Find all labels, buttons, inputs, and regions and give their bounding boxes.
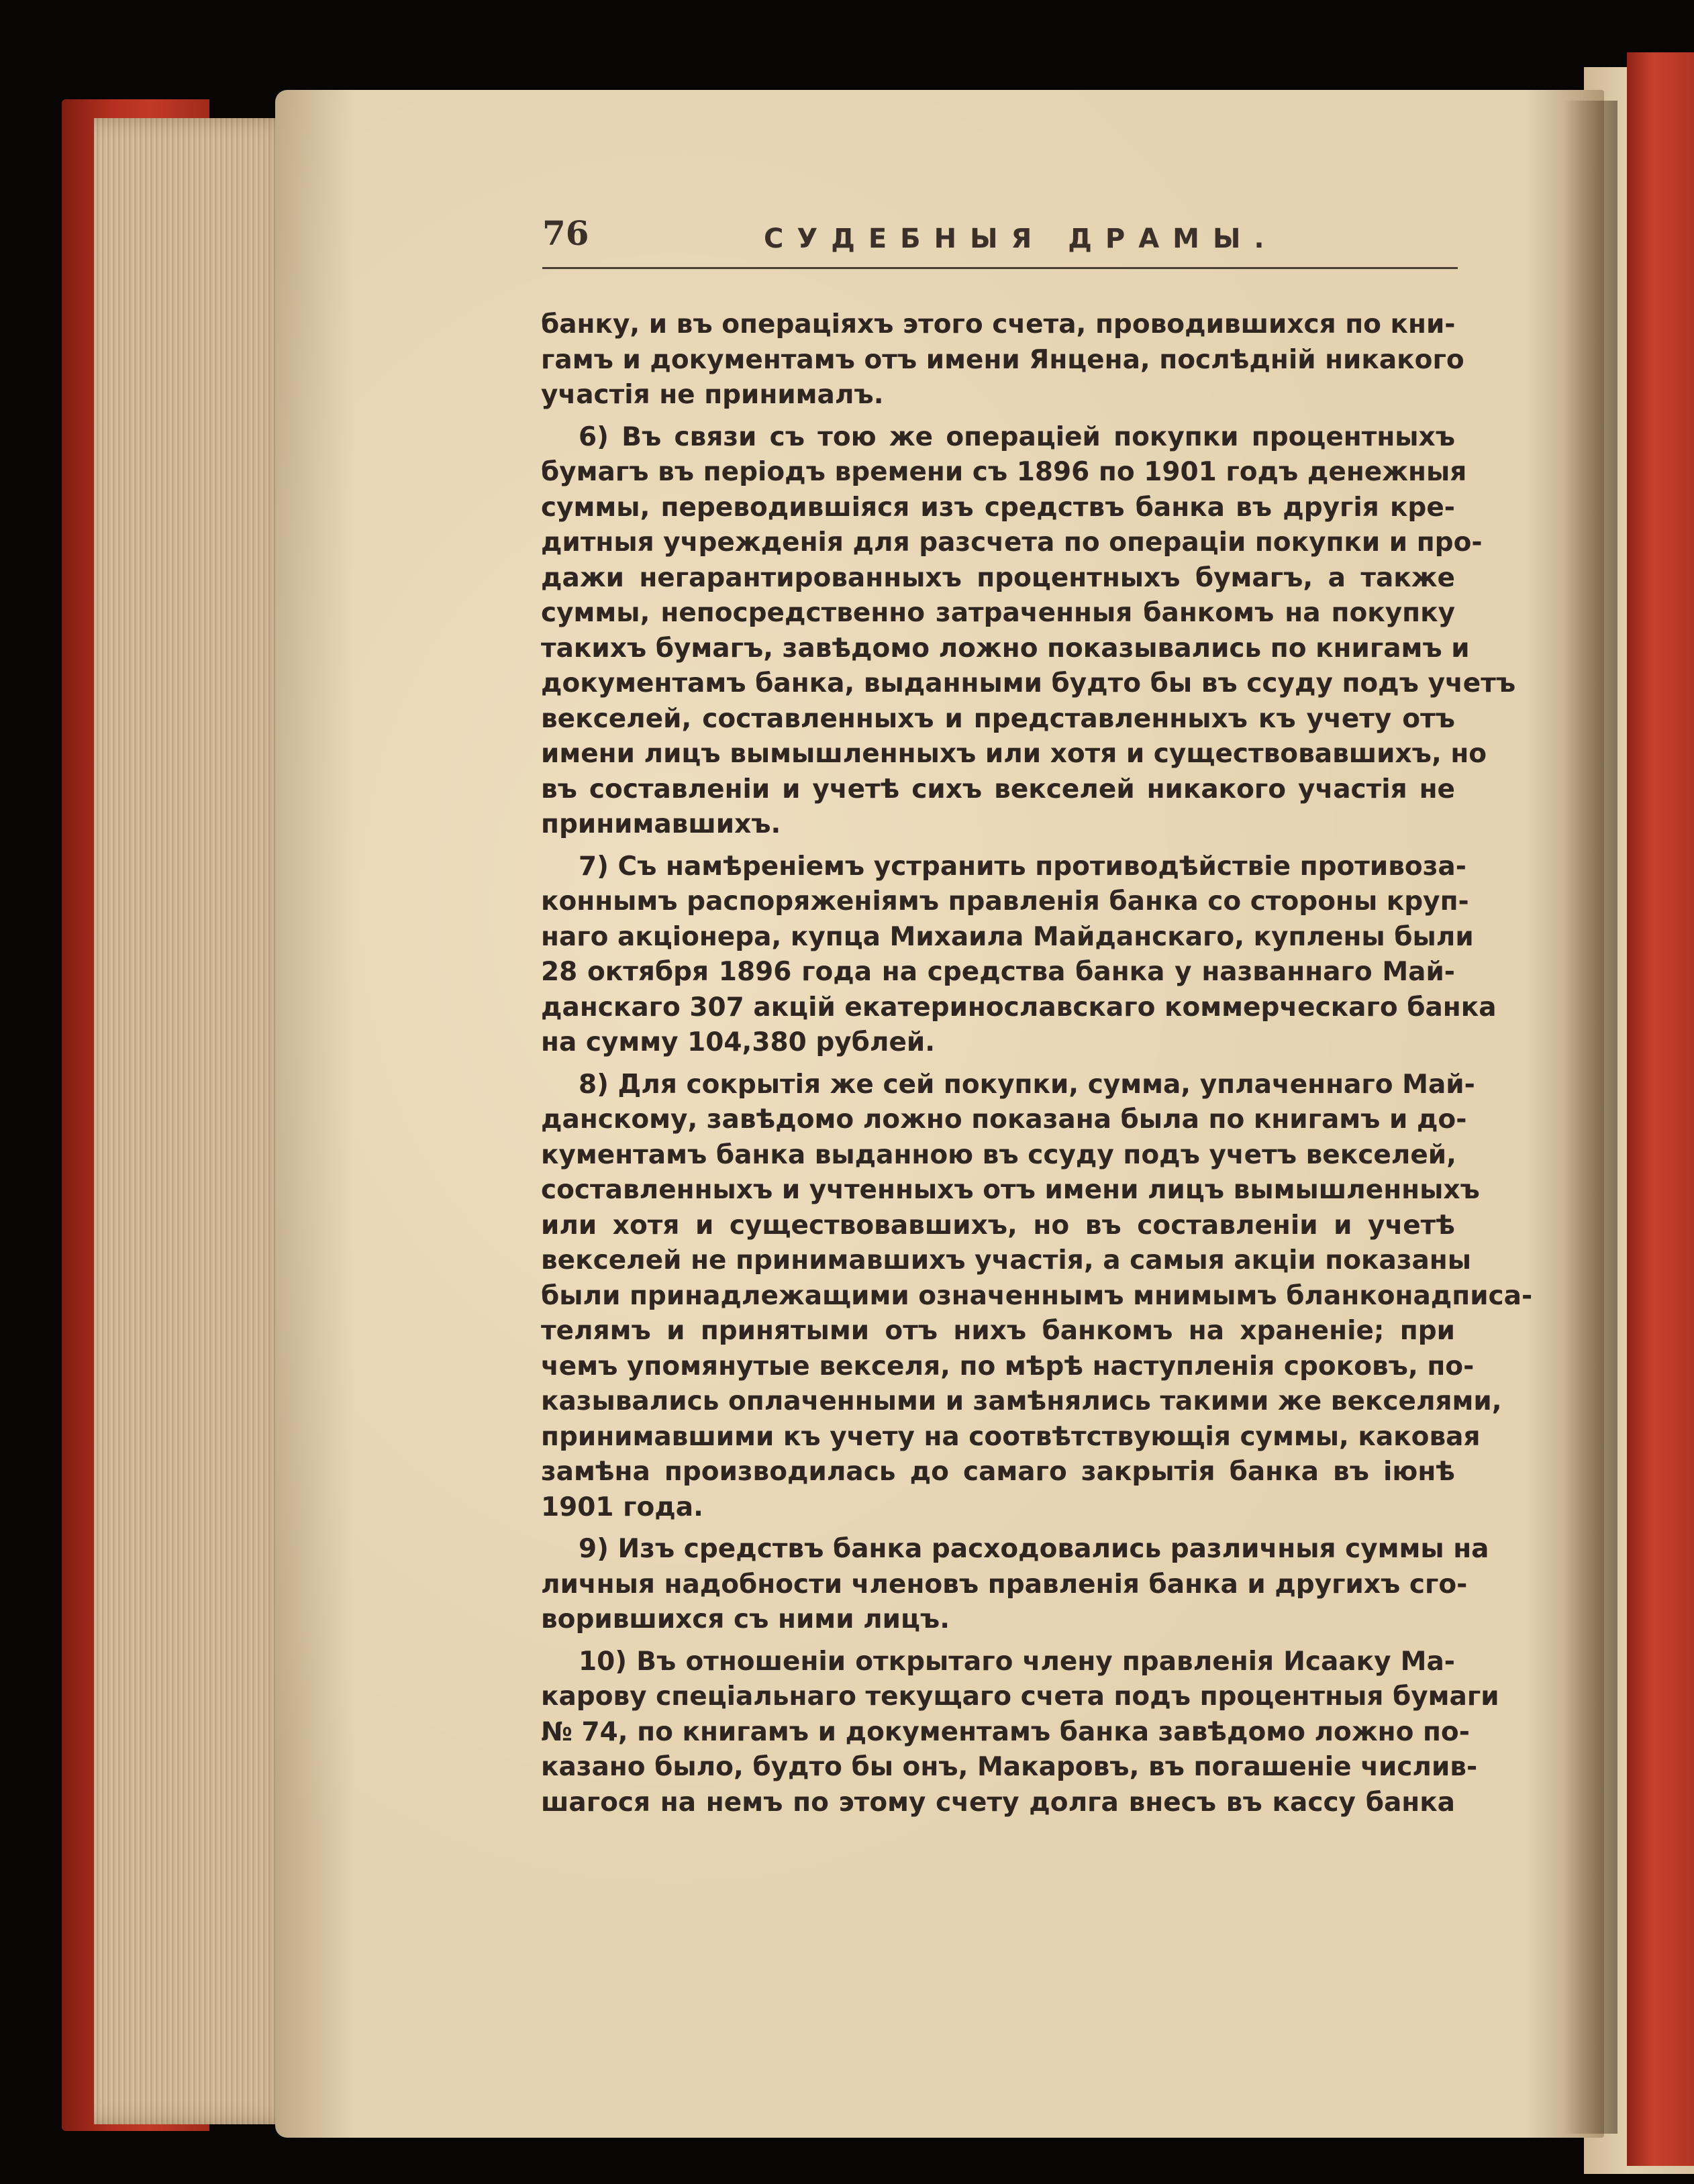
text-line: въ составленіи и учетѣ сихъ векселей никакого участія не bbox=[541, 774, 1455, 804]
text-line: коннымъ распоряженіямъ правленія банка со стороны круп- bbox=[541, 886, 1469, 917]
text-line: кументамъ банка выданною въ ссуду подъ учетъ векселей, bbox=[541, 1139, 1456, 1170]
text-line: бумагъ въ періодъ времени съ 1896 по 1901 годъ денежныя bbox=[541, 457, 1467, 487]
book-cover-right bbox=[1627, 52, 1694, 2166]
text-line: 1901 года. bbox=[541, 1492, 703, 1522]
text-line: принимавшихъ. bbox=[541, 809, 781, 839]
text-line: № 74, по книгамъ и документамъ банка завѣдомо ложно по- bbox=[541, 1716, 1470, 1747]
paragraph-10-start: 10) Въ отношеніи открытаго члену правленія Исааку Ма- bbox=[579, 1646, 1455, 1677]
text-line: шагося на немъ по этому счету долга внесъ въ кассу банка bbox=[541, 1787, 1455, 1818]
text-line: суммы, переводившіяся изъ средствъ банка въ другія кре- bbox=[541, 492, 1455, 523]
text-line: суммы, непосредственно затраченныя банкомъ на покупку bbox=[541, 598, 1455, 628]
text-line: такихъ бумагъ, завѣдомо ложно показывались по книгамъ и bbox=[541, 633, 1470, 664]
paragraph-7-start: 7) Съ намѣреніемъ устранить противодѣйствіе противоза- bbox=[579, 851, 1466, 882]
paragraph-6-start: 6) Въ связи съ тою же операціей покупки процентныхъ bbox=[579, 421, 1455, 452]
text-line: дитныя учрежденія для разсчета по операціи покупки и про- bbox=[541, 527, 1483, 558]
text-line: замѣна производилась до самаго закрытія банка въ іюнѣ bbox=[541, 1457, 1455, 1487]
text-line: банку, и въ операціяхъ этого счета, проводившихся по кни- bbox=[541, 309, 1456, 340]
page-number: 76 bbox=[542, 213, 589, 253]
running-title: СУДЕБНЫЯ ДРАМЫ. bbox=[764, 223, 1278, 254]
text-line: наго акціонера, купца Михаила Майданскаго, куплены были bbox=[541, 921, 1474, 952]
text-line: карову спеціальнаго текущаго счета подъ процентныя бумаги bbox=[541, 1681, 1499, 1712]
paragraph-8-start: 8) Для сокрытія же сей покупки, сумма, уплаченнаго Май- bbox=[579, 1069, 1475, 1100]
paragraph-9-start: 9) Изъ средствъ банка расходовались различныя суммы на bbox=[579, 1534, 1489, 1564]
gutter-shadow bbox=[1564, 101, 1617, 2134]
text-line: имени лицъ вымышленныхъ или хотя и существовавшихъ, но bbox=[541, 739, 1487, 769]
text-line: данскому, завѣдомо ложно показана была по книгамъ и до- bbox=[541, 1104, 1467, 1135]
header-rule bbox=[542, 267, 1458, 269]
text-line: чемъ упомянутые векселя, по мѣрѣ наступленія сроковъ, по- bbox=[541, 1351, 1475, 1382]
text-line: документамъ банка, выданными будто бы въ ссуду подъ учетъ bbox=[541, 668, 1516, 698]
text-line: телямъ и принятыми отъ нихъ банкомъ на храненіе; при bbox=[541, 1316, 1455, 1346]
text-line: на сумму 104,380 рублей. bbox=[541, 1027, 936, 1057]
text-line: дажи негарантированныхъ процентныхъ бумагъ, а также bbox=[541, 562, 1455, 593]
text-line: составленныхъ и учтенныхъ отъ имени лицъ вымышленныхъ bbox=[541, 1175, 1480, 1205]
text-line: личныя надобности членовъ правленія банка и другихъ сго- bbox=[541, 1569, 1468, 1600]
text-line: векселей, составленныхъ и представленныхъ къ учету отъ bbox=[541, 703, 1455, 734]
text-line: были принадлежащими означеннымъ мнимымъ бланконадписа- bbox=[541, 1280, 1533, 1311]
body-text bbox=[541, 307, 1533, 1820]
text-line: векселей не принимавшихъ участія, а самыя акціи показаны bbox=[541, 1245, 1472, 1276]
page-edges bbox=[94, 118, 295, 2124]
text-line: гамъ и документамъ отъ имени Янцена, послѣдній никакого bbox=[541, 344, 1464, 375]
text-line: принимавшими къ учету на соотвѣтствующія суммы, каковая bbox=[541, 1421, 1481, 1452]
text-line: казано было, будто бы онъ, Макаровъ, въ погашеніе числив- bbox=[541, 1752, 1478, 1782]
text-line: ворившихся съ ними лицъ. bbox=[541, 1604, 950, 1634]
text-line: казывались оплаченными и замѣнялись такими же векселями, bbox=[541, 1386, 1502, 1416]
text-line: или хотя и существовавшихъ, но въ составленіи и учетѣ bbox=[541, 1210, 1455, 1241]
text-line: 28 октября 1896 года на средства банка у названнаго Май- bbox=[541, 957, 1455, 987]
text-line: данскаго 307 акцій екатеринославскаго коммерческаго банка bbox=[541, 992, 1497, 1023]
text-line: участія не принималъ. bbox=[541, 380, 884, 410]
